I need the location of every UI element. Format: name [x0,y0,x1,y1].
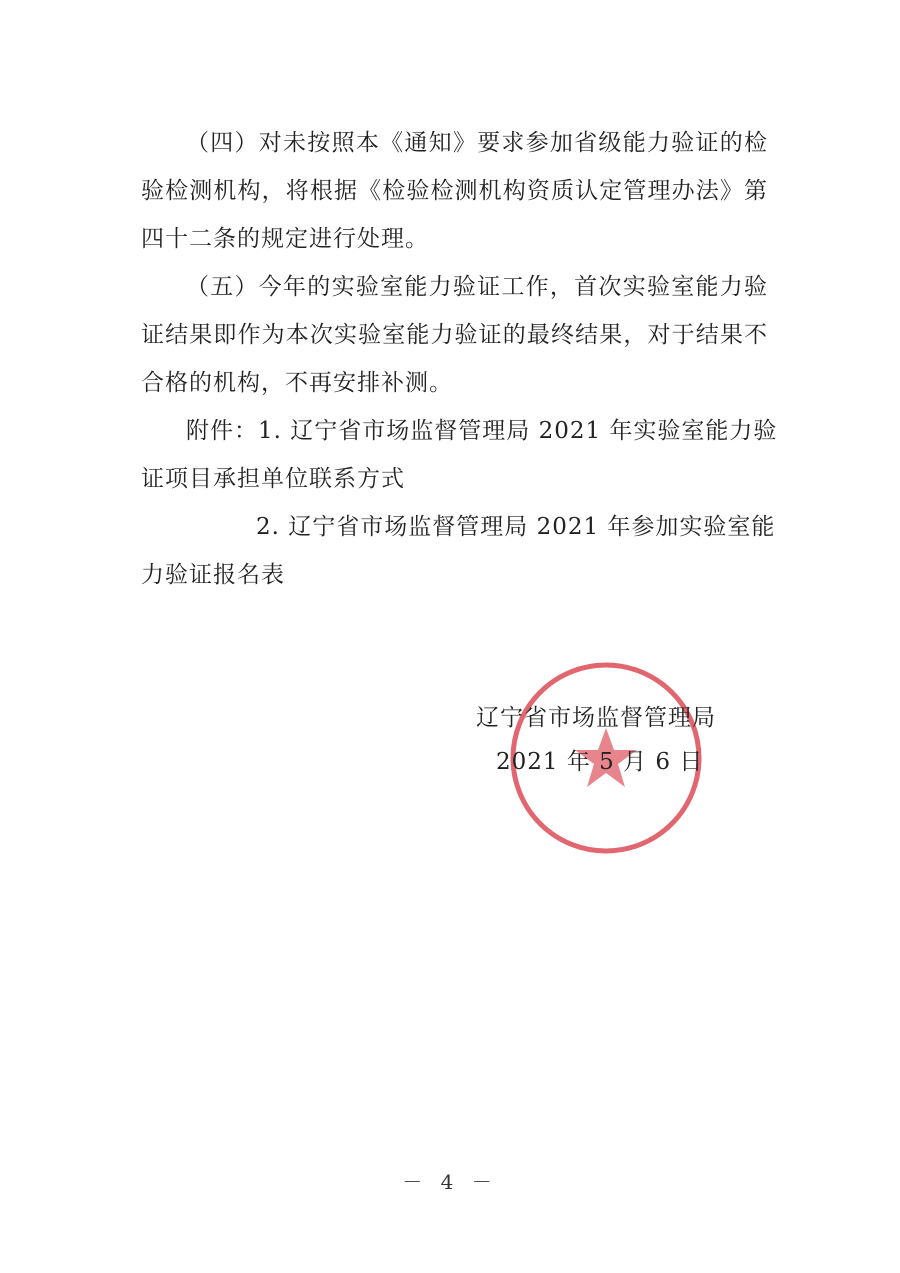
attachment-2-line-2: 力验证报名表 [141,562,285,588]
signature-organization: 辽宁省市场监督管理局 [476,705,716,731]
paragraph-5-line-1: （五）今年的实验室能力验证工作，首次实验室能力验 [186,274,768,300]
attachment-2-line-1: 2. 辽宁省市场监督管理局 2021 年参加实验室能 [256,514,776,540]
signature-date: 2021 年 5 月 6 日 [496,749,704,775]
page-number: － 4 － [402,1170,498,1194]
paragraph-4-line-2: 验检测机构，将根据《检验检测机构资质认定管理办法》第 [141,178,768,204]
paragraph-5-line-2: 证结果即作为本次实验室能力验证的最终结果，对于结果不 [141,322,768,348]
paragraph-4-line-1: （四）对未按照本《通知》要求参加省级能力验证的检 [186,130,768,156]
attachment-1-line-1: 附件：1. 辽宁省市场监督管理局 2021 年实验室能力验 [186,418,778,444]
paragraph-5-line-3: 合格的机构，不再安排补测。 [141,370,453,396]
attachment-1-line-2: 证项目承担单位联系方式 [141,466,405,492]
paragraph-4-line-3: 四十二条的规定进行处理。 [141,226,429,252]
